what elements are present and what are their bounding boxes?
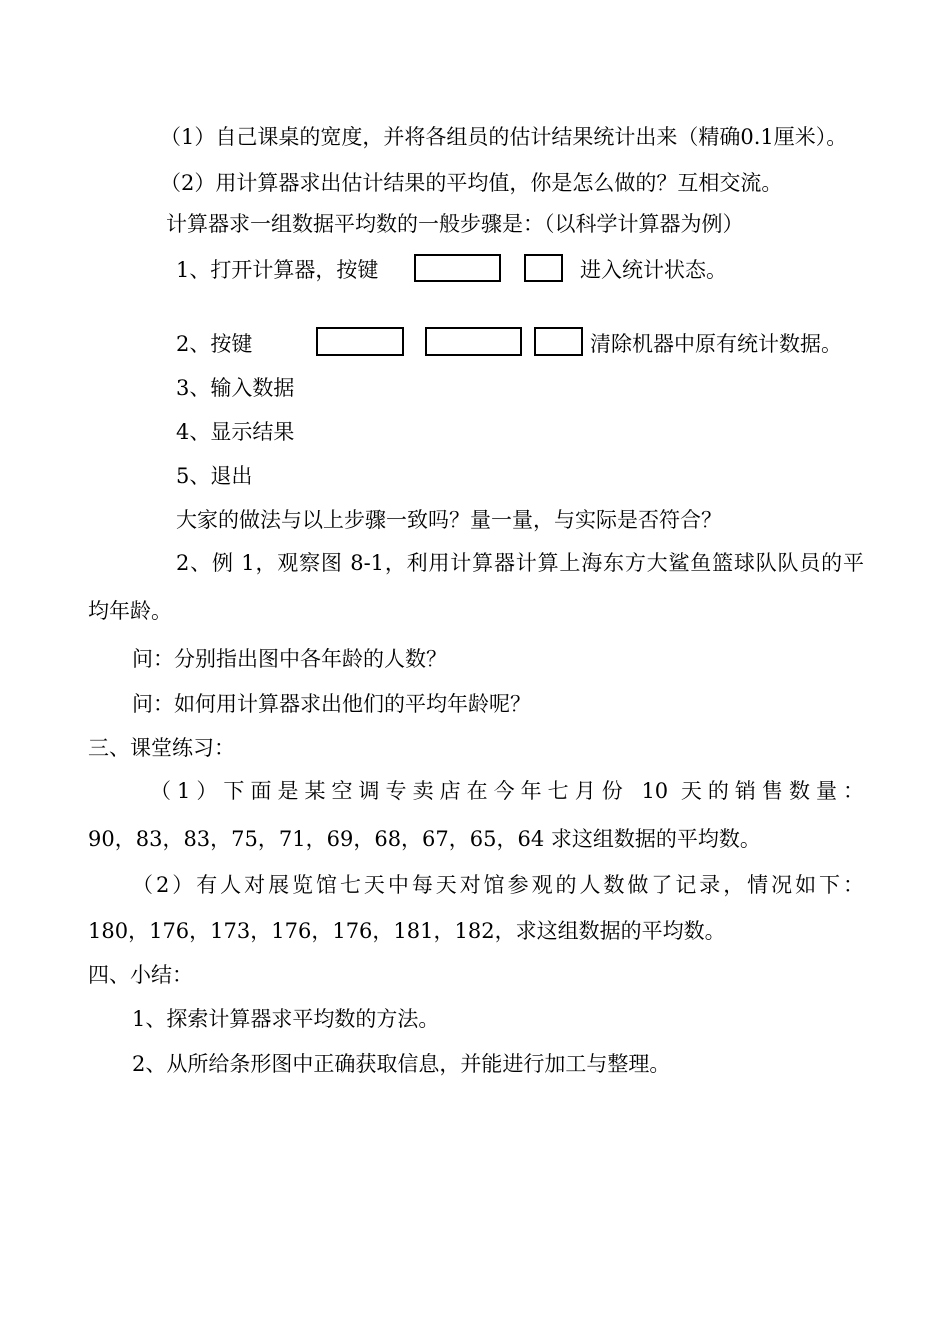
line-calculate-average: （2）用计算器求出估计结果的平均值，你是怎么做的？互相交流。 [160, 171, 783, 195]
section-heading-summary: 四、小结： [88, 963, 193, 987]
practice-1-line2: 90，83，83，75，71，69，68，67，65，64 求这组数据的平均数。 [88, 827, 761, 851]
practice-2-line1: （2）有人对展览馆七天中每天对馆参观的人数做了记录，情况如下： [132, 873, 864, 897]
step2-text: 清除机器中原有统计数据。 [590, 332, 842, 356]
key-box-5 [534, 327, 583, 356]
line-estimate-desk-width: （1）自己课桌的宽度，并将各组员的估计结果统计出来（精确0.1厘米）。 [160, 125, 848, 149]
key-box-3 [316, 327, 404, 356]
key-box-4 [425, 327, 522, 356]
step1-text: 进入统计状态。 [580, 258, 727, 282]
question-1: 问：分别指出图中各年龄的人数？ [132, 647, 447, 671]
question-same-method: 大家的做法与以上步骤一致吗？量一量，与实际是否符合？ [176, 508, 722, 532]
summary-1: 1、探索计算器求平均数的方法。 [132, 1007, 440, 1031]
practice-1-line1: （1）下面是某空调专卖店在今年七月份 10 天的销售数量： [150, 779, 864, 803]
step5: 5、退出 [176, 464, 253, 488]
practice-2-line2: 180，176，173，176，176，181，182，求这组数据的平均数。 [88, 919, 726, 943]
question-2: 问：如何用计算器求出他们的平均年龄呢？ [132, 692, 531, 716]
section-heading-practice: 三、课堂练习： [88, 736, 235, 760]
summary-2: 2、从所给条形图中正确获取信息，并能进行加工与整理。 [132, 1052, 671, 1076]
step2-label: 2、按键 [176, 332, 253, 356]
line-steps-intro: 计算器求一组数据平均数的一般步骤是：（以科学计算器为例） [166, 212, 744, 236]
example-1-line1: 2、例 1，观察图 8-1，利用计算器计算上海东方大鲨鱼篮球队队员的平 [176, 551, 864, 575]
step4: 4、显示结果 [176, 420, 295, 444]
example-1-line2: 均年龄。 [88, 599, 172, 623]
key-box-1 [414, 254, 501, 282]
key-box-2 [524, 254, 563, 282]
step3: 3、输入数据 [176, 376, 295, 400]
step1-label: 1、打开计算器，按键 [176, 258, 379, 282]
